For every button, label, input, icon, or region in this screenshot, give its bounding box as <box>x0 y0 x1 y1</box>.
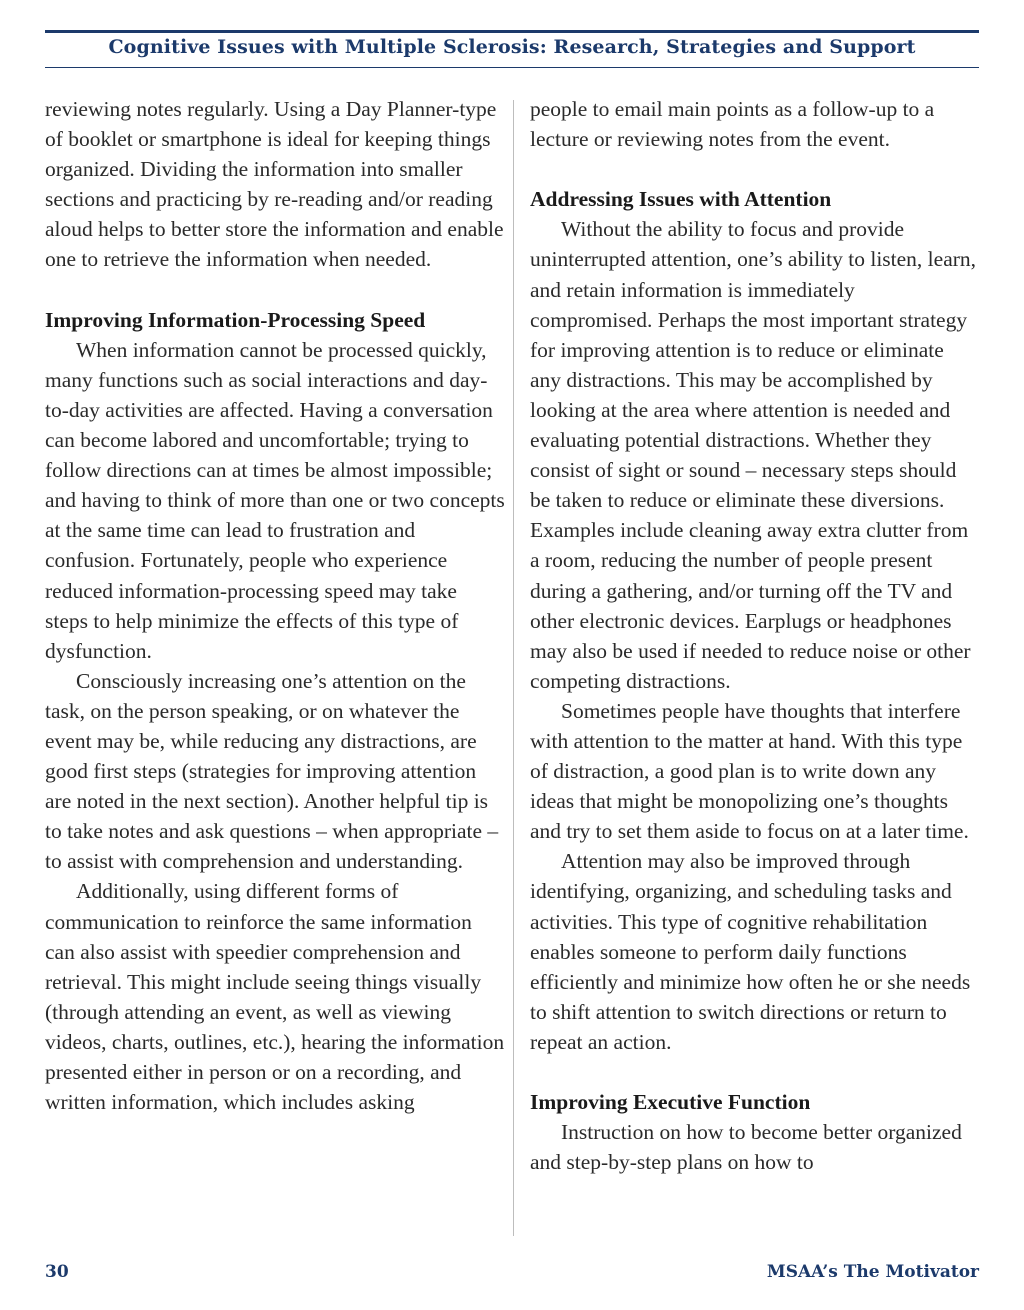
spacer <box>530 154 980 184</box>
paragraph: Without the ability to focus and provide uninterrupted attention, one’s ability to listen, learn, and retain information is immediately compromised. Perhaps the most important strategy for improving attention is to reduce or eliminate any distractions. This may be accomplished by looking at the area where attention is needed and evaluating potential distractions. Whether they consist of sight or sound – necessary steps should be taken to reduce or eliminate these diversions. Examples include cleaning away extra clutter from a room, reducing the number of people present during a gathering, and/or turning off the TV and other electronic devices. Earplugs or headphones may also be used if needed to reduce noise or other competing distractions. <box>530 217 977 693</box>
paragraph: When information cannot be processed quickly, many functions such as social interactions and day-to-day activities are affected. Having a conversation can become labored and uncomfortable; trying to follow directions can at times be almost impossible; and having to think of more than one or two concepts at the same time can lead to frustration and confusion. Fortunately, people who experience reduced information-processing speed may take steps to help minimize the effects of this type of dysfunction. <box>45 337 505 663</box>
paragraph: Additionally, using different forms of communication to reinforce the same information can also assist with speedier comprehension and retrieval. This might include seeing things visually (through attending an event, as well as viewing videos, charts, outlines, etc.), hearing the information presented either in person or on a recording, and written information, which includes asking <box>45 879 505 1115</box>
paragraph: reviewing notes regularly. Using a Day Planner-type of booklet or smartphone is ideal for keeping things organized. Dividing the information into smaller sections and practicing by re-reading and/or reading aloud helps to better store the information and enable one to retrieve the information when needed. <box>45 97 504 272</box>
section-heading: Improving Information-Processing Speed <box>45 307 426 332</box>
running-header-title: Cognitive Issues with Multiple Sclerosis: Research, Strategies and Support <box>108 36 916 58</box>
paragraph: Attention may also be improved through identifying, organizing, and scheduling tasks and activities. This type of cognitive rehabilitation enables someone to perform daily functions efficiently and minimize how often he or she needs to shift attention to switch directions or return to repeat an action. <box>530 849 971 1054</box>
spacer <box>45 275 505 305</box>
section-heading: Improving Executive Function <box>530 1090 811 1115</box>
paragraph: Consciously increasing one’s attention on the task, on the person speaking, or on whatever the event may be, while reducing any distractions, are good first steps (strategies for improving attention are noted in the next section). Another helpful tip is to take notes and ask questions – when appropriate – to assist with comprehension and understanding. <box>45 668 499 874</box>
publication-name: MSAA’s The Motivator <box>766 1262 979 1282</box>
paragraph: Sometimes people have thoughts that interfere with attention to the matter at hand. With this type of distraction, a good plan is to write down any ideas that might be monopolizing one’s thoughts and try to set them aside to focus on at a later time. <box>530 698 969 844</box>
page-number: 30 <box>45 1262 69 1282</box>
column-divider <box>513 100 514 1236</box>
header-rule-bottom <box>45 67 979 68</box>
paragraph: people to email main points as a follow-up to a lecture or reviewing notes from the event. <box>530 97 935 152</box>
right-column <box>530 94 980 1177</box>
section-heading: Addressing Issues with Attention <box>530 187 832 212</box>
header-rule-top <box>45 30 979 33</box>
left-column <box>45 94 505 1117</box>
spacer <box>530 1057 980 1087</box>
paragraph: Instruction on how to become better organized and step-by-step plans on how to <box>530 1120 962 1175</box>
